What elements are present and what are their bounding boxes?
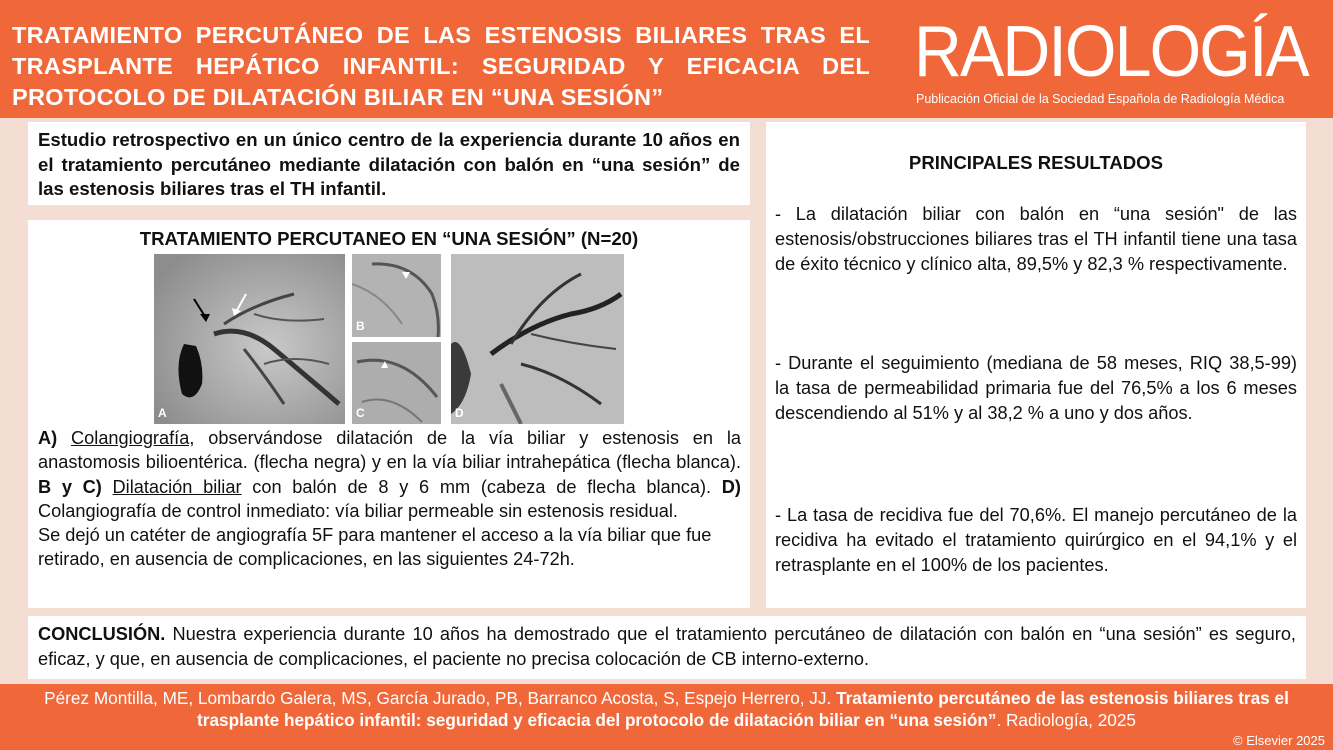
caption-d-text: Colangiografía de control inmediato: vía biliar permeable sin estenosis residual. <box>38 500 678 521</box>
control-cholangiography-image-d <box>451 254 624 424</box>
conclusion-text <box>38 622 1296 672</box>
page-title: TRATAMIENTO PERCUTÁNEO DE LAS ESTENOSIS BILIARES TRAS EL TRASPLANTE HEPÁTICO INFANTIL: SEGURIDAD Y EFICACIA DEL PROTOCOLO DE DILATACIÓN BILIAR EN “UNA SESIÓN” <box>12 22 870 110</box>
result-item: - La dilatación biliar con balón en “una sesión" de las estenosis/obstrucciones biliares tras el TH infantil tiene una tasa de éxito técnico y clínico alta, 89,5% y 82,3 % respectivamente. <box>775 204 1297 274</box>
journal-logo <box>912 8 1322 112</box>
caption-bc-term: Dilatación biliar <box>112 476 242 497</box>
caption-a-text: observándose dilatación de la vía biliar y estenosis en la anastomosis bilioentérica. (flecha negra) y en la vía biliar intrahepática (flecha blanca). <box>38 428 741 473</box>
treatment-panel <box>28 220 750 608</box>
intro-panel <box>28 122 750 205</box>
results-panel <box>766 122 1306 608</box>
citation-footer <box>0 684 1333 750</box>
caption-note: Se dejó un catéter de angiografía 5F para mantener el acceso a la vía biliar que fue retirado, en ausencia de complicaciones, en las siguientes 24-72h. <box>38 525 712 570</box>
image-label-c: C <box>356 406 365 420</box>
citation-journal-year: . Radiología, 2025 <box>996 710 1136 730</box>
conclusion-body: Nuestra experiencia durante 10 años ha demostrado que el tratamiento percutáneo de dilatación con balón en “una sesión” es seguro, eficaz, y que, en ausencia de complicaciones, el paciente no precisa colocación de CB interno-externo. <box>38 624 1296 669</box>
treatment-title: TRATAMIENTO PERCUTANEO EN “UNA SESIÓN” (N=20) <box>139 228 639 249</box>
conclusion-label: CONCLUSIÓN. <box>38 624 166 644</box>
result-item: - Durante el seguimiento (mediana de 58 meses, RIQ 38,5-99) la tasa de permeabilidad primaria fue del 76,5% a los 6 meses descendiendo al 51% y al 38,2 % a uno y dos años. <box>775 353 1297 423</box>
journal-subtitle: Publicación Oficial de la Sociedad Española de Radiología Médica <box>916 92 1285 106</box>
caption-bc-label: B y C) <box>38 476 102 497</box>
conclusion-panel <box>28 616 1306 679</box>
header-banner <box>0 0 1333 118</box>
citation-article-title: Tratamiento percutáneo de las estenosis biliares tras el trasplante hepático infantil: seguridad y eficacia del protocolo de dilatación biliar en “una sesión” <box>197 688 1289 730</box>
result-item: - La tasa de recidiva fue del 70,6%. El manejo percutáneo de la recidiva ha evitado el tratamiento quirúrgico en el 94,1% y el retrasplante en el 100% de los pacientes. <box>775 505 1297 575</box>
caption-a-term: Colangiografía, <box>71 428 195 448</box>
image-label-d: D <box>455 406 464 420</box>
results-title: PRINCIPALES RESULTADOS <box>908 152 1164 173</box>
citation-text <box>20 687 1313 731</box>
caption-a-label: A) <box>38 428 58 448</box>
caption-paragraph <box>38 426 741 523</box>
balloon-dilation-image-c <box>352 342 441 424</box>
figure-caption <box>38 426 741 572</box>
caption-d-label: D) <box>721 476 741 497</box>
cholangiography-image-a <box>154 254 345 424</box>
citation-authors: Pérez Montilla, ME, Lombardo Galera, MS, García Jurado, PB, Barranco Acosta, S, Espejo Herrero, JJ. <box>44 688 837 708</box>
journal-name: RADIOLOGÍA <box>914 12 1308 92</box>
copyright-notice: © Elsevier 2025 <box>1233 733 1325 748</box>
image-label-a: A <box>158 406 167 420</box>
image-label-b: B <box>356 319 365 333</box>
caption-bc-text: con balón de 8 y 6 mm (cabeza de flecha blanca). <box>241 476 722 497</box>
balloon-dilation-image-b <box>352 254 441 337</box>
intro-text: Estudio retrospectivo en un único centro de la experiencia durante 10 años en el tratamiento percutáneo mediante dilatación con balón en “una sesión” de las estenosis biliares tras el TH infantil. <box>38 129 740 199</box>
